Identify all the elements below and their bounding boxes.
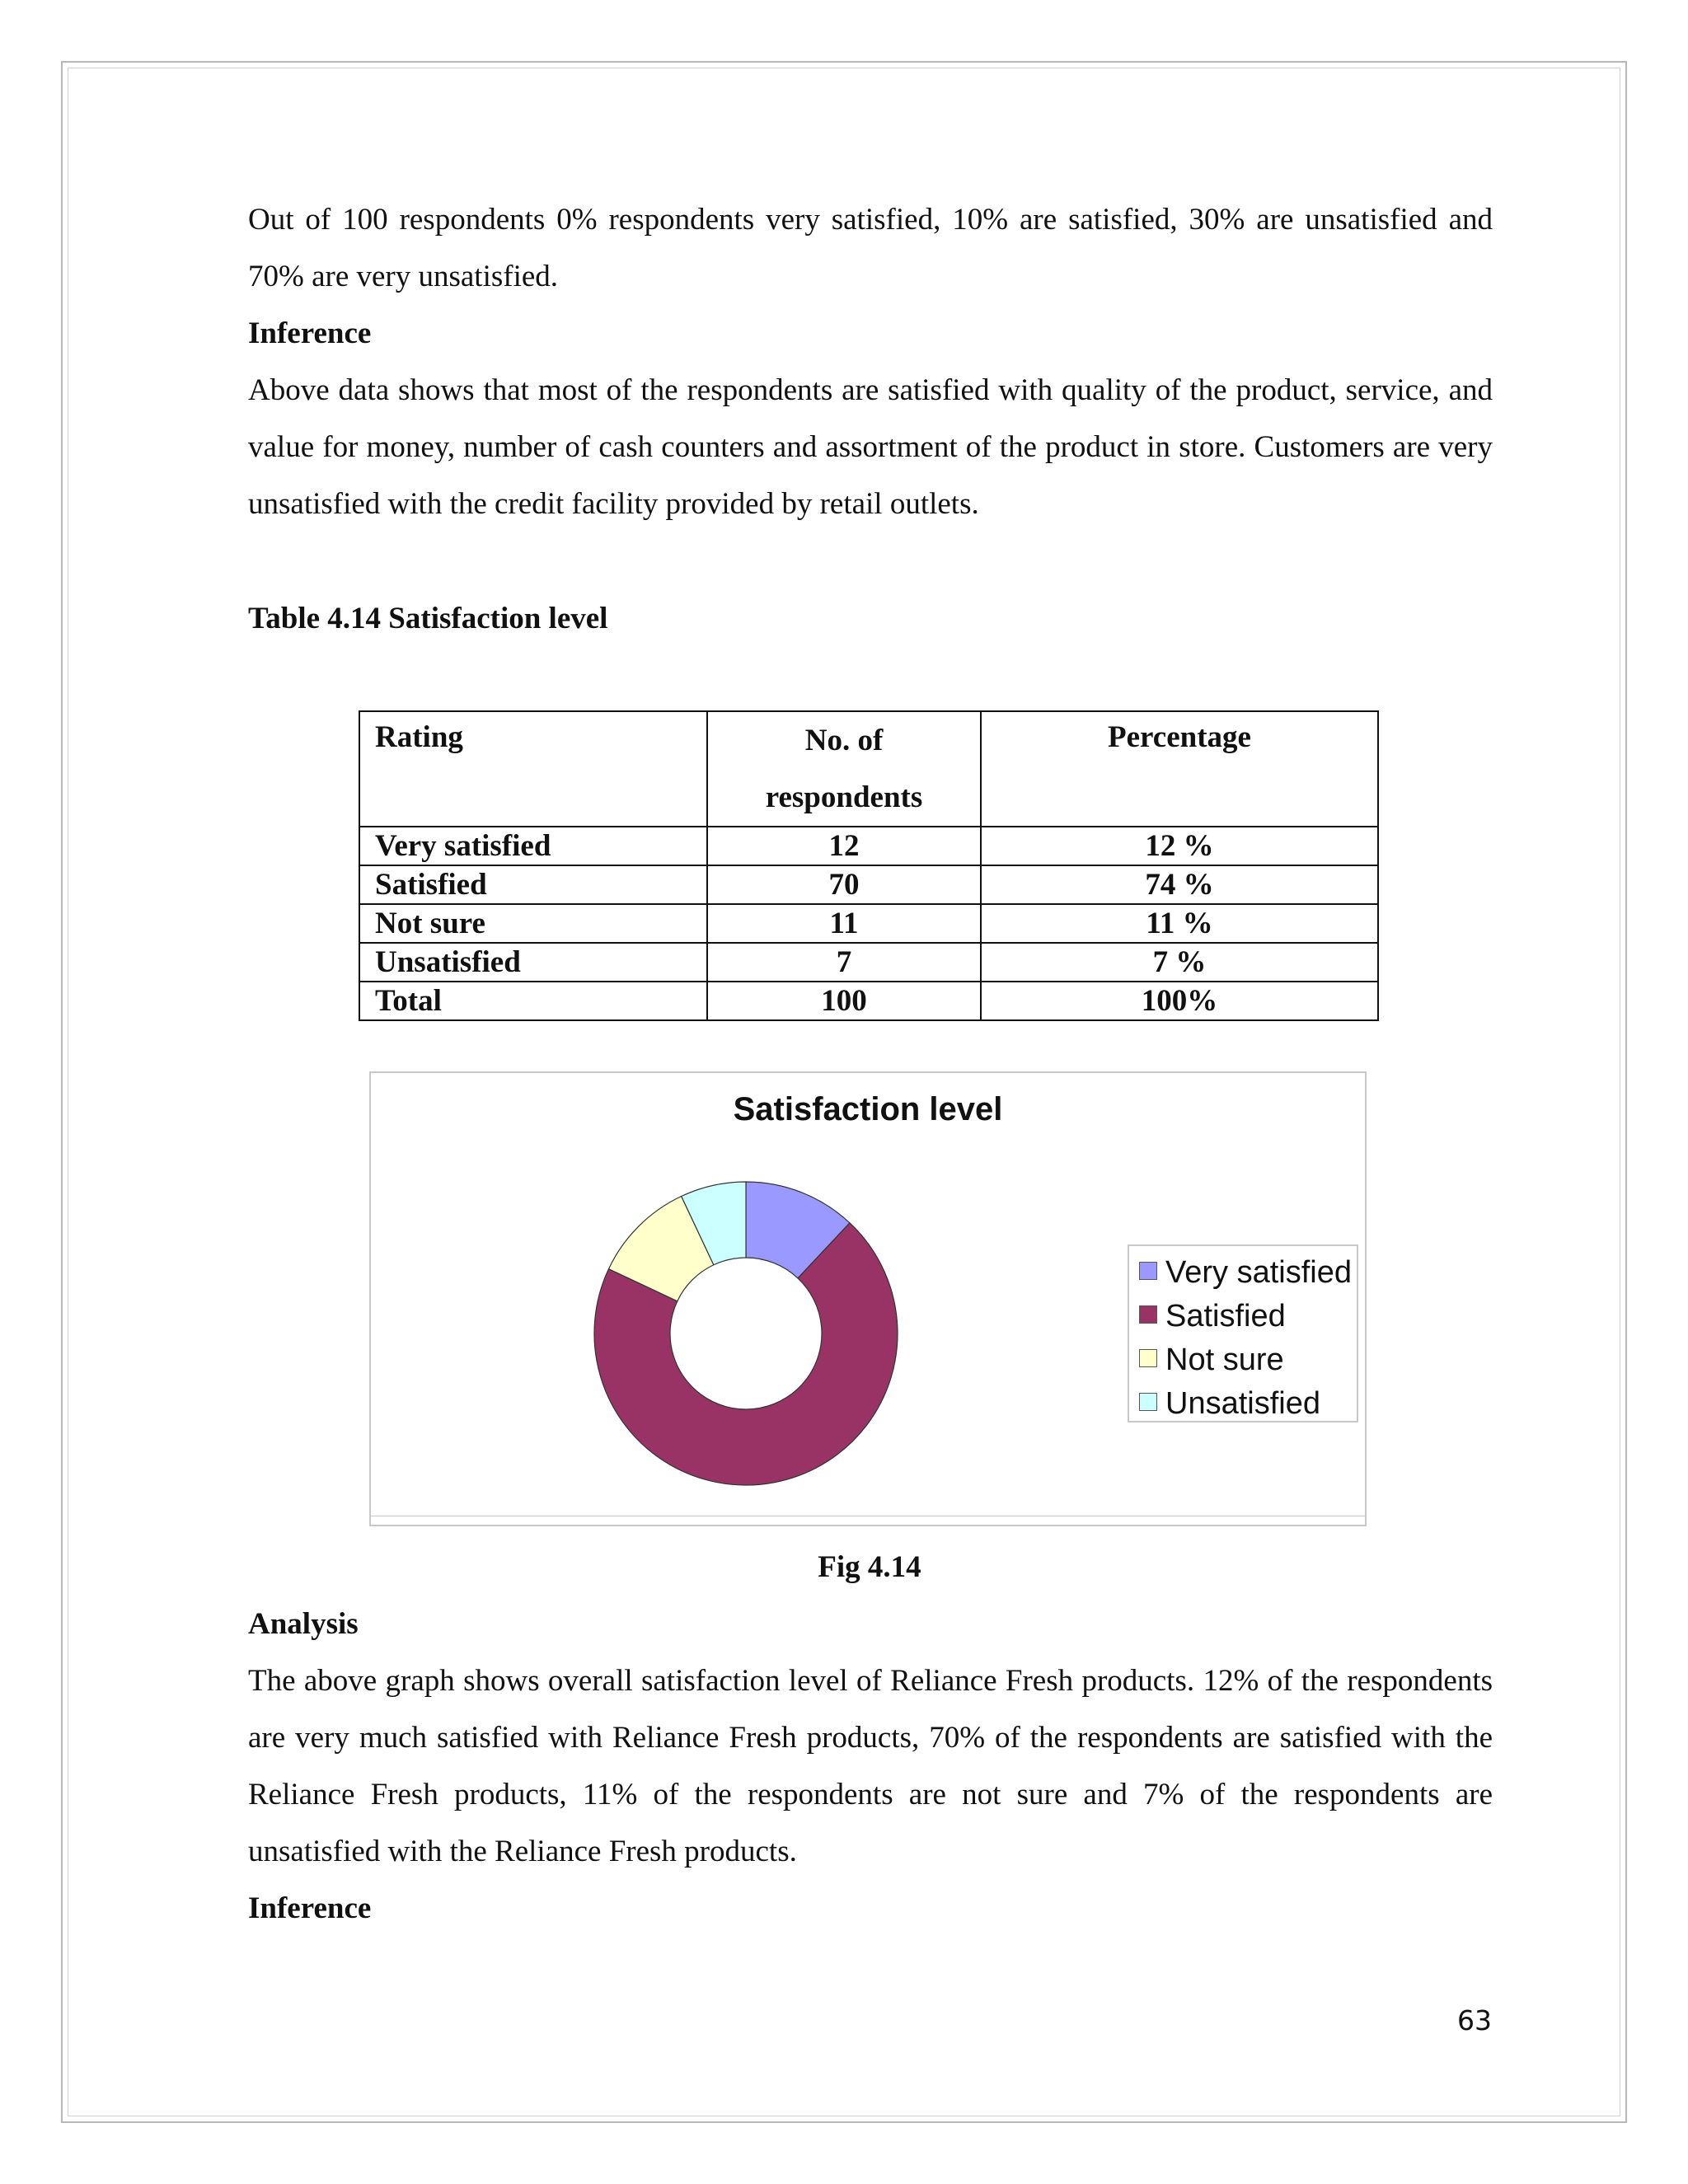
header-rating: Rating [359,711,707,827]
table-row [359,865,1378,904]
legend-item: Unsatisfied [1139,1382,1320,1425]
satisfaction-chart [369,1071,1367,1526]
legend-swatch-unsatisfied [1139,1393,1157,1411]
cell-count: 12 [707,827,981,865]
figure-caption: Fig 4.14 [818,1550,921,1584]
table-row [359,904,1378,943]
inference-heading-2: Inference [248,1891,372,1925]
inference-paragraph: Above data shows that most of the respondents are satisfied with quality of the product, service, and value for money, number of cash counters and assortment of the product in store. Customers are very unsatisfied with the credit facility provided by retail outlets. [248,373,1493,521]
chart-legend [1128,1244,1358,1422]
legend-swatch-very-satisfied [1139,1262,1157,1280]
legend-item: Not sure [1139,1338,1284,1381]
analysis-heading: Analysis [248,1607,359,1641]
table-header-row [359,711,1378,827]
page-number: 63 [1457,2004,1492,2036]
cell-percent: 100% [981,982,1378,1020]
cell-count: 70 [707,865,981,904]
legend-swatch-not-sure [1139,1349,1157,1367]
cell-rating: Total [359,982,707,1020]
cell-percent: 11 % [981,904,1378,943]
cell-count: 7 [707,943,981,982]
legend-item: Satisfied [1139,1295,1286,1338]
legend-swatch-satisfied [1139,1305,1157,1324]
cell-rating: Satisfied [359,865,707,904]
header-percentage: Percentage [981,711,1378,827]
cell-rating: Not sure [359,904,707,943]
satisfaction-table [359,710,1379,1021]
cell-count: 11 [707,904,981,943]
table-row [359,943,1378,982]
legend-item: Very satisfied [1139,1251,1352,1294]
cell-percent: 12 % [981,827,1378,865]
inference-heading: Inference [248,316,372,350]
table-total-row [359,982,1378,1020]
table-caption: Table 4.14 Satisfaction level [248,602,608,635]
cell-percent: 74 % [981,865,1378,904]
header-respondents: No. of respondents [707,711,981,827]
cell-rating: Unsatisfied [359,943,707,982]
cell-rating: Very satisfied [359,827,707,865]
cell-count: 100 [707,982,981,1020]
intro-paragraph: Out of 100 respondents 0% respondents very satisfied, 10% are satisfied, 30% are unsatisfied and 70% are very unsatisfied. [248,203,1493,293]
analysis-paragraph: The above graph shows overall satisfaction level of Reliance Fresh products. 12% of the respondents are very much satisfied with Reliance Fresh products, 70% of the respondents are satisfied with the Reliance Fresh products, 11% of the respondents are not sure and 7% of the respondents are unsatisfied with the Reliance Fresh products. [248,1664,1493,1868]
chart-title: Satisfaction level [733,1091,1003,1127]
table-row [359,827,1378,865]
cell-percent: 7 % [981,943,1378,982]
